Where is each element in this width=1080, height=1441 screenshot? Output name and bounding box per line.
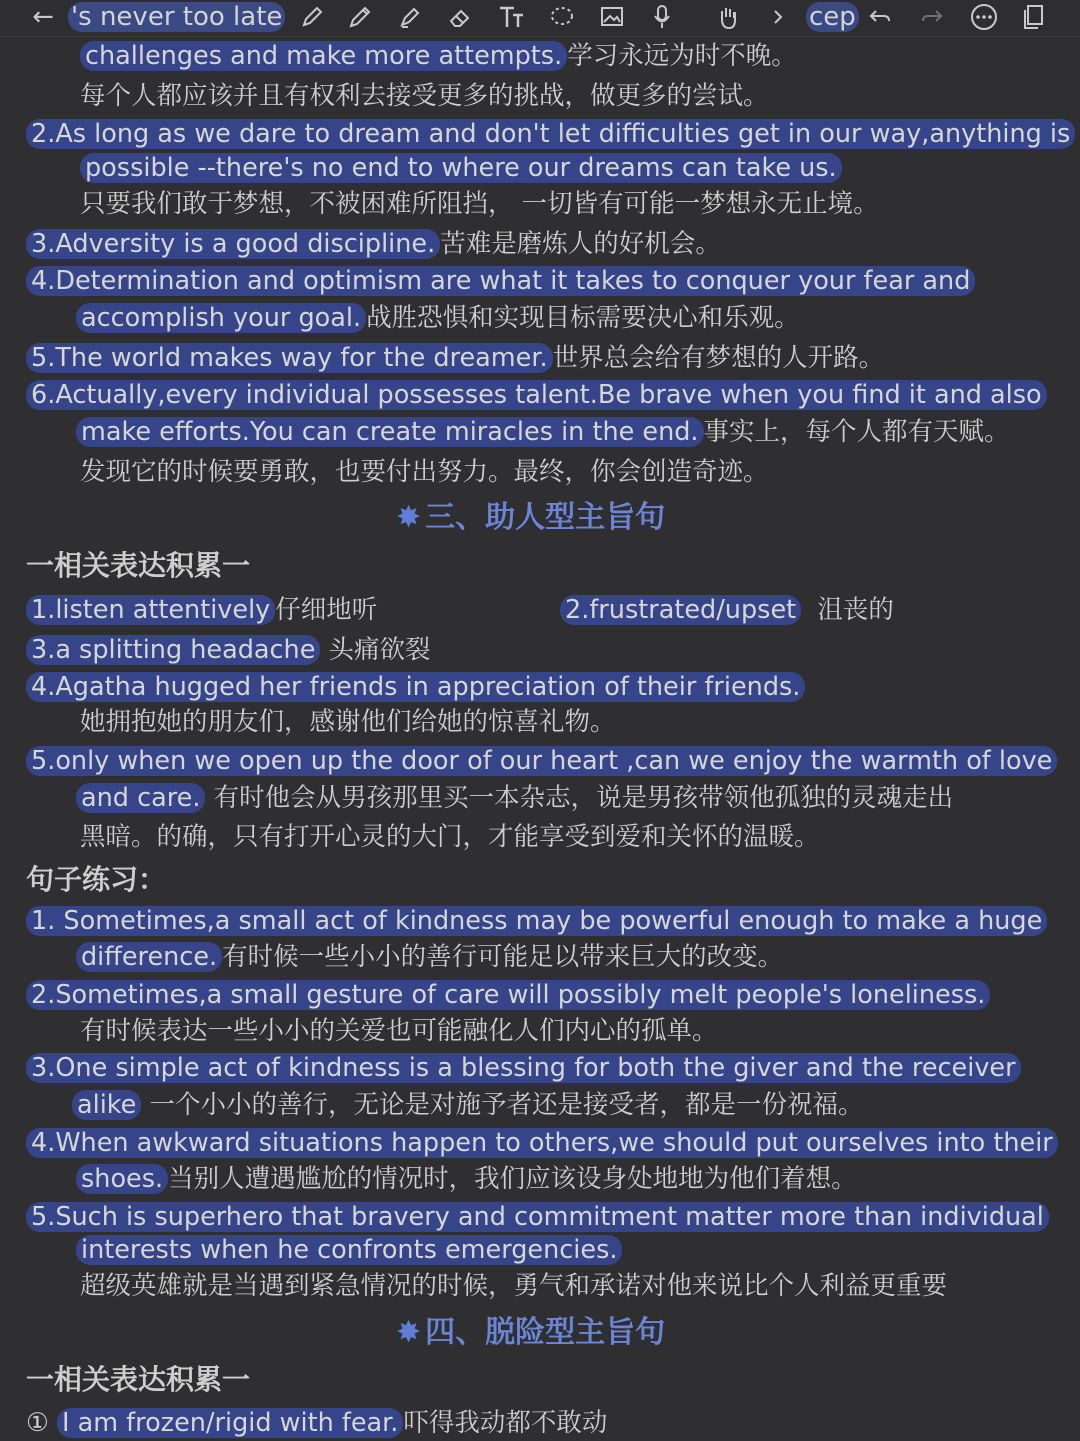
practice-sentence: shoes. 当别人遭遇尴尬的情况时，我们应该设身处地地为他们着想。 (76, 1161, 857, 1197)
translation-line: 发现它的时候要勇敢，也要付出努力。最终，你会创造奇迹。 (80, 457, 769, 487)
sentence-line: 5.The world makes way for the dreamer. 世界总会给有梦想的人开路。 (26, 340, 884, 376)
sentence-line: possible --there's no end to where our dreams can take us. (80, 150, 842, 186)
highlighter-icon[interactable] (394, 0, 426, 34)
redo-icon[interactable] (916, 0, 948, 34)
subheading: 句子练习： (26, 863, 167, 896)
practice-sentence: alike 一个小小的善行，无论是对施予者还是接受者，都是一份祝福。 (72, 1087, 863, 1123)
eraser-icon[interactable] (444, 0, 476, 34)
hand-icon[interactable] (712, 0, 744, 34)
sentence-line: 3.Adversity is a good discipline. 苦难是磨炼人的好机会。 (26, 226, 721, 262)
lasso-icon[interactable] (546, 0, 578, 34)
practice-sentence: 1. Sometimes,a small act of kindness may be powerful enough to make a huge (26, 903, 1047, 939)
practice-sentence: difference. 有时候一些小小的善行可能足以带来巨大的改变。 (76, 939, 783, 975)
practice-sentence: 3.One simple act of kindness is a blessing for both the giver and the receiver (26, 1050, 1021, 1086)
practice-sentence: 2.Sometimes,a small gesture of care will possibly melt people's loneliness. (26, 977, 990, 1013)
translation-line: 她拥抱她的朋友们，感谢他们给她的惊喜礼物。 (80, 707, 616, 737)
expression-item: ① I am frozen/rigid with fear. 吓得我动都不敢动 (26, 1408, 608, 1438)
subheading: 一相关表达积累一 (26, 1363, 251, 1396)
star-icon: ✸ (396, 1315, 422, 1350)
section-heading: ✸ 四、脱险型主旨句 (396, 1315, 666, 1350)
practice-sentence: interests when he confronts emergencies. (76, 1232, 622, 1268)
expression-item: 3.a splitting headache 头痛欲裂 (26, 632, 431, 668)
expression-item: and care. 有时他会从男孩那里买一本杂志，说是男孩带领他孤独的灵魂走出 (76, 780, 953, 816)
image-icon[interactable] (596, 0, 628, 34)
section-heading: ✸ 三、助人型主旨句 (396, 500, 666, 535)
note-toolbar (0, 0, 1080, 37)
sentence-line: 4.Determination and optimism are what it takes to conquer your fear and (26, 263, 975, 299)
expression-item: 4.Agatha hugged her friends in appreciation of their friends. (26, 669, 805, 705)
practice-sentence: 4.When awkward situations happen to others,we should put ourselves into their (26, 1125, 1058, 1161)
practice-sentence: 5.Such is superhero that bravery and commitment matter more than individual (26, 1199, 1049, 1235)
toolbar-text-fragment-left: 's never too late (68, 2, 285, 32)
star-icon: ✸ (396, 500, 422, 535)
pages-icon[interactable] (1018, 0, 1050, 34)
translation-line: 黑暗。的确，只有打开心灵的大门，才能享受到爱和关怀的温暖。 (80, 822, 820, 852)
mic-icon[interactable] (646, 0, 678, 34)
more-icon[interactable] (968, 0, 1000, 34)
text-icon[interactable] (494, 0, 528, 34)
expression-item: 1.listen attentively 仔细地听 (26, 592, 377, 628)
toolbar-text-fragment-right: cep (806, 2, 859, 32)
expression-item: 2.frustrated/upset 沮丧的 (560, 592, 894, 628)
back-arrow-icon[interactable]: ← (32, 2, 54, 32)
translation-line: 有时候表达一些小小的关爱也可能融化人们内心的孤单。 (80, 1016, 718, 1046)
pencil-icon[interactable] (344, 0, 376, 34)
sentence-line: accomplish your goal. 战胜恐惧和实现目标需要决心和乐观。 (76, 300, 800, 336)
translation-line: 只要我们敢于梦想，不被困难所阻挡， 一切皆有可能一梦想永无止境。 (80, 189, 879, 219)
pen-icon[interactable] (296, 0, 328, 34)
subheading: 一相关表达积累一 (26, 549, 251, 582)
translation-line: 每个人都应该并且有权利去接受更多的挑战，做更多的尝试。 (80, 81, 769, 111)
sentence-line: make efforts.You can create miracles in the end. 事实上，每个人都有天赋。 (76, 414, 1010, 450)
sentence-line: challenges and make more attempts. 学习永远为时不晚。 (80, 38, 797, 74)
translation-line: 超级英雄就是当遇到紧急情况的时候，勇气和承诺对他来说比个人利益更重要 (80, 1271, 948, 1301)
sentence-line: 2.As long as we dare to dream and don't let difficulties get in our way,anything is (26, 116, 1075, 152)
expression-item: 5.only when we open up the door of our heart ,can we enjoy the warmth of love (26, 743, 1057, 779)
undo-icon[interactable] (864, 0, 896, 34)
sentence-line: 6.Actually,every individual possesses talent.Be brave when you find it and also (26, 377, 1047, 413)
chevron-right-icon[interactable] (766, 0, 790, 34)
